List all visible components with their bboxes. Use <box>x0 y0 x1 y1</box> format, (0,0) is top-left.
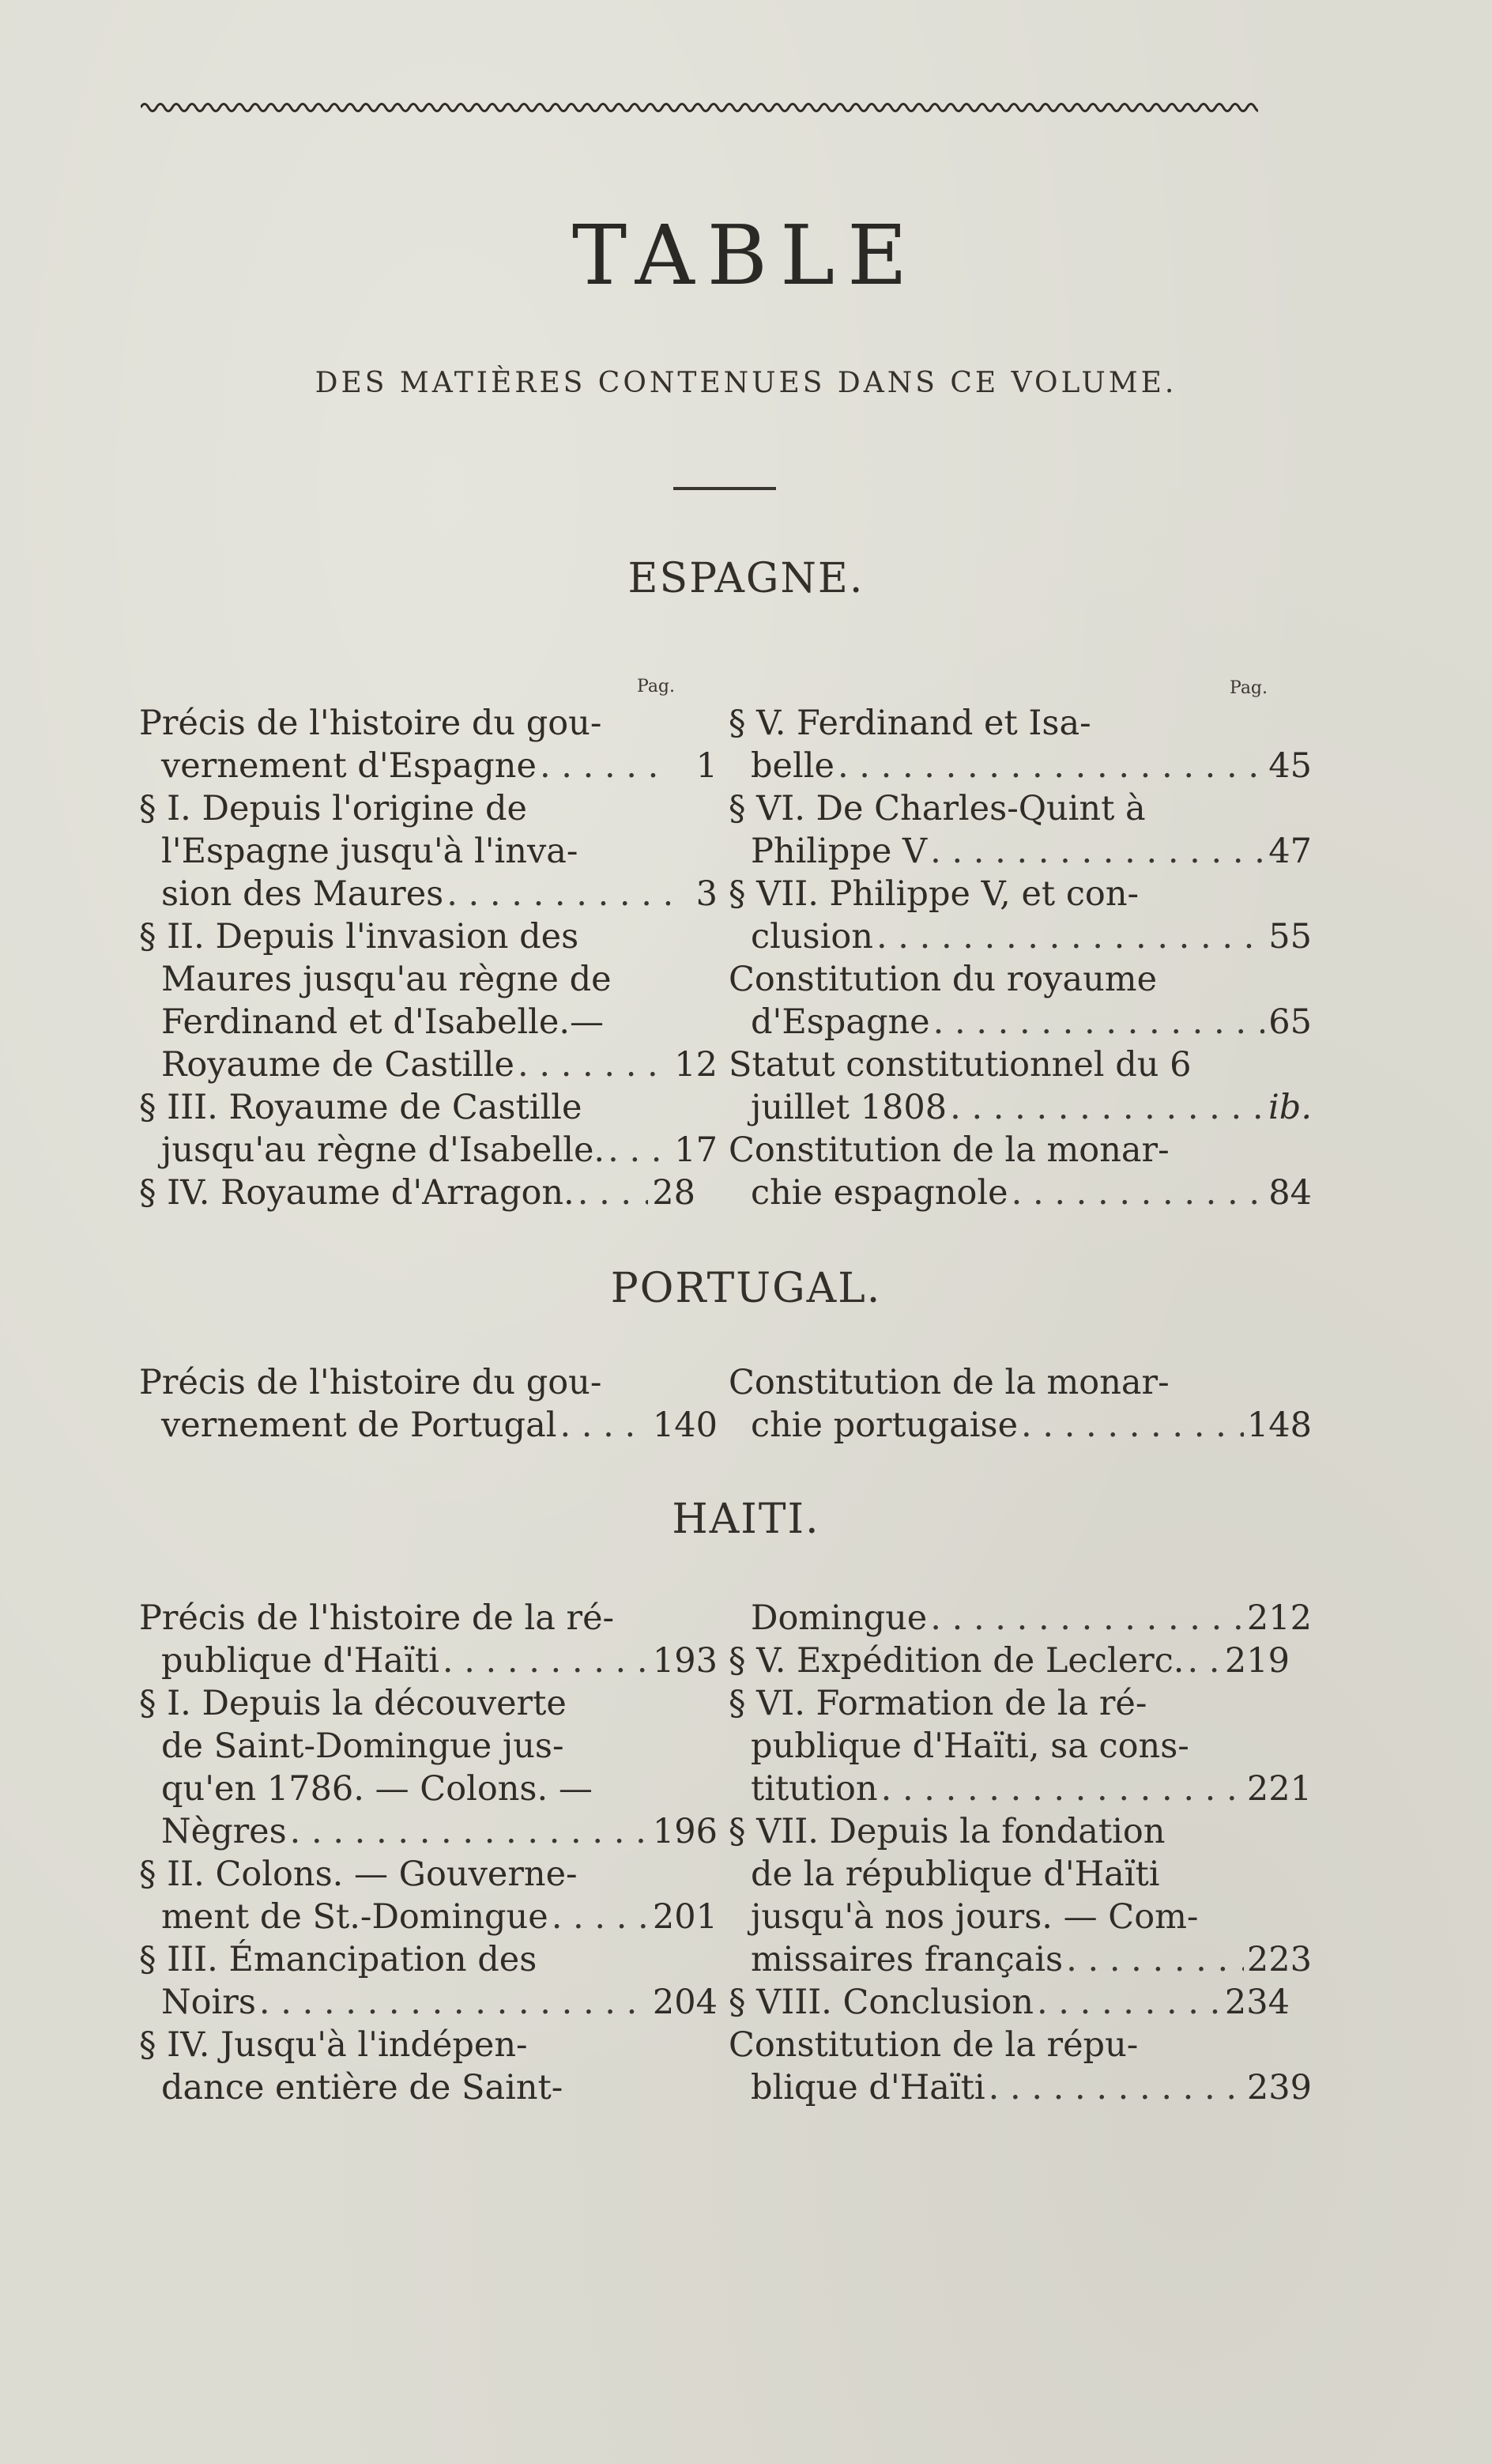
toc-entry-line <box>729 1981 1290 2024</box>
toc-entry-text: publique d'Haïti, sa cons- <box>751 1726 1189 1766</box>
toc-entry-line <box>139 873 718 915</box>
toc-entry-line <box>729 1810 1290 1853</box>
toc-entry-text: § V. Ferdinand et Isa- <box>729 704 1091 743</box>
toc-entry-text: § VII. Philippe V, et con- <box>729 874 1140 914</box>
toc-entry-text: de Saint-Domingue jus- <box>161 1726 564 1766</box>
toc-entry-line <box>729 1896 1312 1938</box>
toc-entry-text: Constitution de la monar- <box>729 1130 1170 1170</box>
toc-entry-text: § V. Expédition de Leclerc. <box>729 1641 1185 1681</box>
toc-entry-line <box>729 1361 1290 1404</box>
toc-entry-text: dance entière de Saint- <box>161 2068 563 2107</box>
toc-entry-line <box>729 702 1290 745</box>
toc-entry-line <box>139 1043 718 1086</box>
toc-entry-text: l'Espagne jusqu'à l'inva- <box>161 832 578 871</box>
toc-entry-line <box>139 1896 718 1938</box>
toc-entry-text: Statut constitutionnel du 6 <box>729 1045 1192 1085</box>
toc-entry-text: Domingue <box>751 1598 928 1638</box>
toc-entry-line <box>139 1810 718 1853</box>
dot-leader <box>933 1001 1264 1043</box>
toc-entry-text: qu'en 1786. — Colons. — <box>161 1769 593 1809</box>
toc-entry-text: d'Espagne <box>751 1002 930 1042</box>
section-heading-espagne: ESPAGNE. <box>627 555 865 602</box>
toc-entry-text: titution <box>751 1769 878 1809</box>
toc-entry-line <box>729 1597 1312 1640</box>
page-column-label-left: Pag. <box>637 677 676 696</box>
dot-leader <box>608 1129 670 1172</box>
toc-entry-text: publique d'Haïti <box>161 1641 439 1681</box>
toc-page-number: 212 <box>1246 1598 1312 1638</box>
toc-page-number: 3 <box>695 874 718 914</box>
ornamental-rule <box>141 98 1258 117</box>
toc-entry-text: § I. Depuis l'origine de <box>139 789 527 828</box>
dot-leader <box>1021 1404 1244 1447</box>
toc-entry-text: juillet 1808 <box>751 1088 948 1127</box>
toc-entry-line <box>729 1043 1290 1086</box>
toc-entry-line <box>729 1172 1312 1214</box>
toc-entry-text: Royaume de Castille <box>161 1045 515 1085</box>
toc-entry-text: Précis de l'histoire du gou- <box>139 704 602 743</box>
dot-leader <box>578 1172 648 1214</box>
toc-entry-line <box>139 1597 695 1640</box>
toc-page-number: 193 <box>652 1641 718 1681</box>
toc-entry-text: Ferdinand et d'Isabelle.— <box>161 1002 605 1042</box>
toc-entry-line <box>139 1853 695 1896</box>
dot-leader <box>838 745 1264 787</box>
toc-entry-line <box>139 1981 718 2024</box>
dot-leader <box>290 1810 650 1853</box>
toc-entry-text: jusqu'à nos jours. — Com- <box>751 1897 1199 1937</box>
toc-entry-line <box>139 1725 718 1768</box>
toc-page-number: 55 <box>1268 917 1312 957</box>
dot-leader <box>881 1768 1244 1810</box>
toc-entry-line <box>729 2066 1312 2109</box>
toc-entry-text: belle <box>751 746 835 786</box>
toc-entry-line <box>729 1725 1312 1768</box>
toc-page-number: 148 <box>1246 1406 1312 1445</box>
toc-entry-line <box>139 1682 695 1725</box>
toc-page-number: 196 <box>652 1812 718 1851</box>
toc-entry-line <box>729 958 1290 1001</box>
toc-entry-line <box>139 745 718 787</box>
toc-entry-text: Constitution du royaume <box>729 960 1158 999</box>
toc-entry-text: Maures jusqu'au règne de <box>161 960 612 999</box>
dot-leader <box>876 915 1264 958</box>
page-subtitle: DES MATIÈRES CONTENUES DANS CE VOLUME. <box>315 367 1177 399</box>
toc-entry-text: § IV. Royaume d'Arragon. <box>139 1173 575 1213</box>
toc-entry-text: § VI. De Charles-Quint à <box>729 789 1146 828</box>
toc-entry-line <box>729 1129 1290 1172</box>
toc-entry-line <box>139 2066 718 2109</box>
toc-entry-line <box>729 745 1312 787</box>
toc-entry-text: sion des Maures <box>161 874 444 914</box>
toc-entry-line <box>139 1938 695 1981</box>
toc-entry-text: Philippe V <box>751 832 928 871</box>
toc-entry-line <box>139 1129 718 1172</box>
toc-entry-line <box>139 1361 695 1404</box>
toc-entry-text: § IV. Jusqu'à l'indépen- <box>139 2025 528 2065</box>
toc-page-number: 45 <box>1268 746 1312 786</box>
dot-leader <box>560 1404 649 1447</box>
section-heading-haiti: HAITI. <box>672 1496 820 1543</box>
toc-entry-text: § VII. Depuis la fondation <box>729 1812 1166 1851</box>
toc-entry-text: Noirs <box>161 1983 256 2022</box>
toc-entry-line <box>729 1404 1312 1447</box>
toc-entry-text: chie portugaise <box>751 1406 1019 1445</box>
toc-entry-line <box>729 873 1290 915</box>
toc-entry-text: Constitution de la répu- <box>729 2025 1139 2065</box>
toc-entry-line <box>729 1001 1312 1043</box>
dot-leader <box>1012 1172 1264 1214</box>
toc-page-number: 84 <box>1268 1173 1312 1213</box>
toc-entry-text: Nègres <box>161 1812 287 1851</box>
toc-entry-line <box>729 2024 1290 2066</box>
toc-page-number: 234 <box>1224 1983 1290 2022</box>
toc-entry-line <box>139 1404 718 1447</box>
dot-leader <box>443 1640 650 1682</box>
toc-entry-line <box>729 1640 1290 1682</box>
toc-entry-line <box>139 787 695 830</box>
dot-leader <box>930 830 1264 873</box>
toc-entry-text: de la république d'Haïti <box>751 1855 1160 1894</box>
toc-entry-line <box>729 787 1290 830</box>
toc-page-number: 12 <box>674 1045 718 1085</box>
toc-entry-line <box>729 1682 1290 1725</box>
page-title: TABLE <box>571 207 921 304</box>
dot-leader <box>930 1597 1244 1640</box>
dot-leader <box>446 873 670 915</box>
dot-leader <box>950 1086 1264 1129</box>
title-divider <box>673 487 776 490</box>
toc-entry-line <box>139 1768 718 1810</box>
dot-leader <box>540 745 670 787</box>
toc-entry-line <box>139 1172 695 1214</box>
toc-entry-line <box>139 1001 718 1043</box>
toc-entry-line <box>139 830 718 873</box>
toc-entry-text: chie espagnole <box>751 1173 1008 1213</box>
toc-page-number: 47 <box>1268 832 1312 871</box>
toc-entry-text: missaires français <box>751 1940 1064 1979</box>
toc-page-number: 140 <box>652 1406 718 1445</box>
toc-entry-text: Précis de l'histoire de la ré- <box>139 1598 615 1638</box>
toc-page-number: 239 <box>1246 2068 1312 2107</box>
page-column-label-right: Pag. <box>1230 678 1268 698</box>
toc-page-number: ib. <box>1268 1088 1312 1127</box>
toc-entry-line <box>139 1086 695 1129</box>
toc-entry-text: vernement d'Espagne <box>161 746 537 786</box>
dot-leader <box>259 1981 650 2024</box>
dot-leader <box>1066 1938 1244 1981</box>
toc-page-number: 65 <box>1268 1002 1312 1042</box>
toc-entry-line <box>139 958 718 1001</box>
toc-entry-line <box>729 1938 1312 1981</box>
toc-page-number: 1 <box>695 746 718 786</box>
toc-entry-line <box>139 915 695 958</box>
toc-entry-text: § VI. Formation de la ré- <box>729 1684 1147 1723</box>
dot-leader <box>552 1896 650 1938</box>
toc-entry-line <box>729 830 1312 873</box>
toc-entry-text: § I. Depuis la découverte <box>139 1684 567 1723</box>
toc-entry-text: jusqu'au règne d'Isabelle. <box>161 1130 605 1170</box>
toc-entry-text: vernement de Portugal <box>161 1406 557 1445</box>
toc-entry-text: § III. Royaume de Castille <box>139 1088 582 1127</box>
toc-entry-text: § II. Depuis l'invasion des <box>139 917 579 957</box>
section-heading-portugal: PORTUGAL. <box>610 1265 882 1312</box>
toc-entry-line <box>729 1768 1312 1810</box>
toc-page-number: 223 <box>1246 1940 1312 1979</box>
toc-entry-text: clusion <box>751 917 873 957</box>
toc-entry-line <box>139 2024 695 2066</box>
toc-page-number: 201 <box>652 1897 718 1937</box>
toc-entry-line <box>729 1086 1312 1129</box>
dot-leader <box>1037 1981 1222 2024</box>
toc-entry-line <box>139 702 695 745</box>
dot-leader <box>518 1043 670 1086</box>
toc-entry-line <box>729 915 1312 958</box>
toc-entry-line <box>139 1640 718 1682</box>
dot-leader <box>1187 1640 1221 1682</box>
toc-entry-text: § III. Émancipation des <box>139 1940 537 1979</box>
toc-entry-text: § VIII. Conclusion <box>729 1983 1034 2022</box>
toc-entry-text: Précis de l'histoire du gou- <box>139 1363 602 1402</box>
toc-page-number: 204 <box>652 1983 718 2022</box>
toc-entry-line <box>729 1853 1312 1896</box>
toc-entry-text: ment de St.-Domingue <box>161 1897 548 1937</box>
toc-entry-text: blique d'Haïti <box>751 2068 985 2107</box>
toc-entry-text: Constitution de la monar- <box>729 1363 1170 1402</box>
dot-leader <box>989 2066 1244 2109</box>
toc-entry-text: § II. Colons. — Gouverne- <box>139 1855 578 1894</box>
toc-page-number: 28 <box>652 1173 695 1213</box>
toc-page-number: 221 <box>1246 1769 1312 1809</box>
toc-page-number: 219 <box>1224 1641 1290 1681</box>
toc-page-number: 17 <box>674 1130 718 1170</box>
